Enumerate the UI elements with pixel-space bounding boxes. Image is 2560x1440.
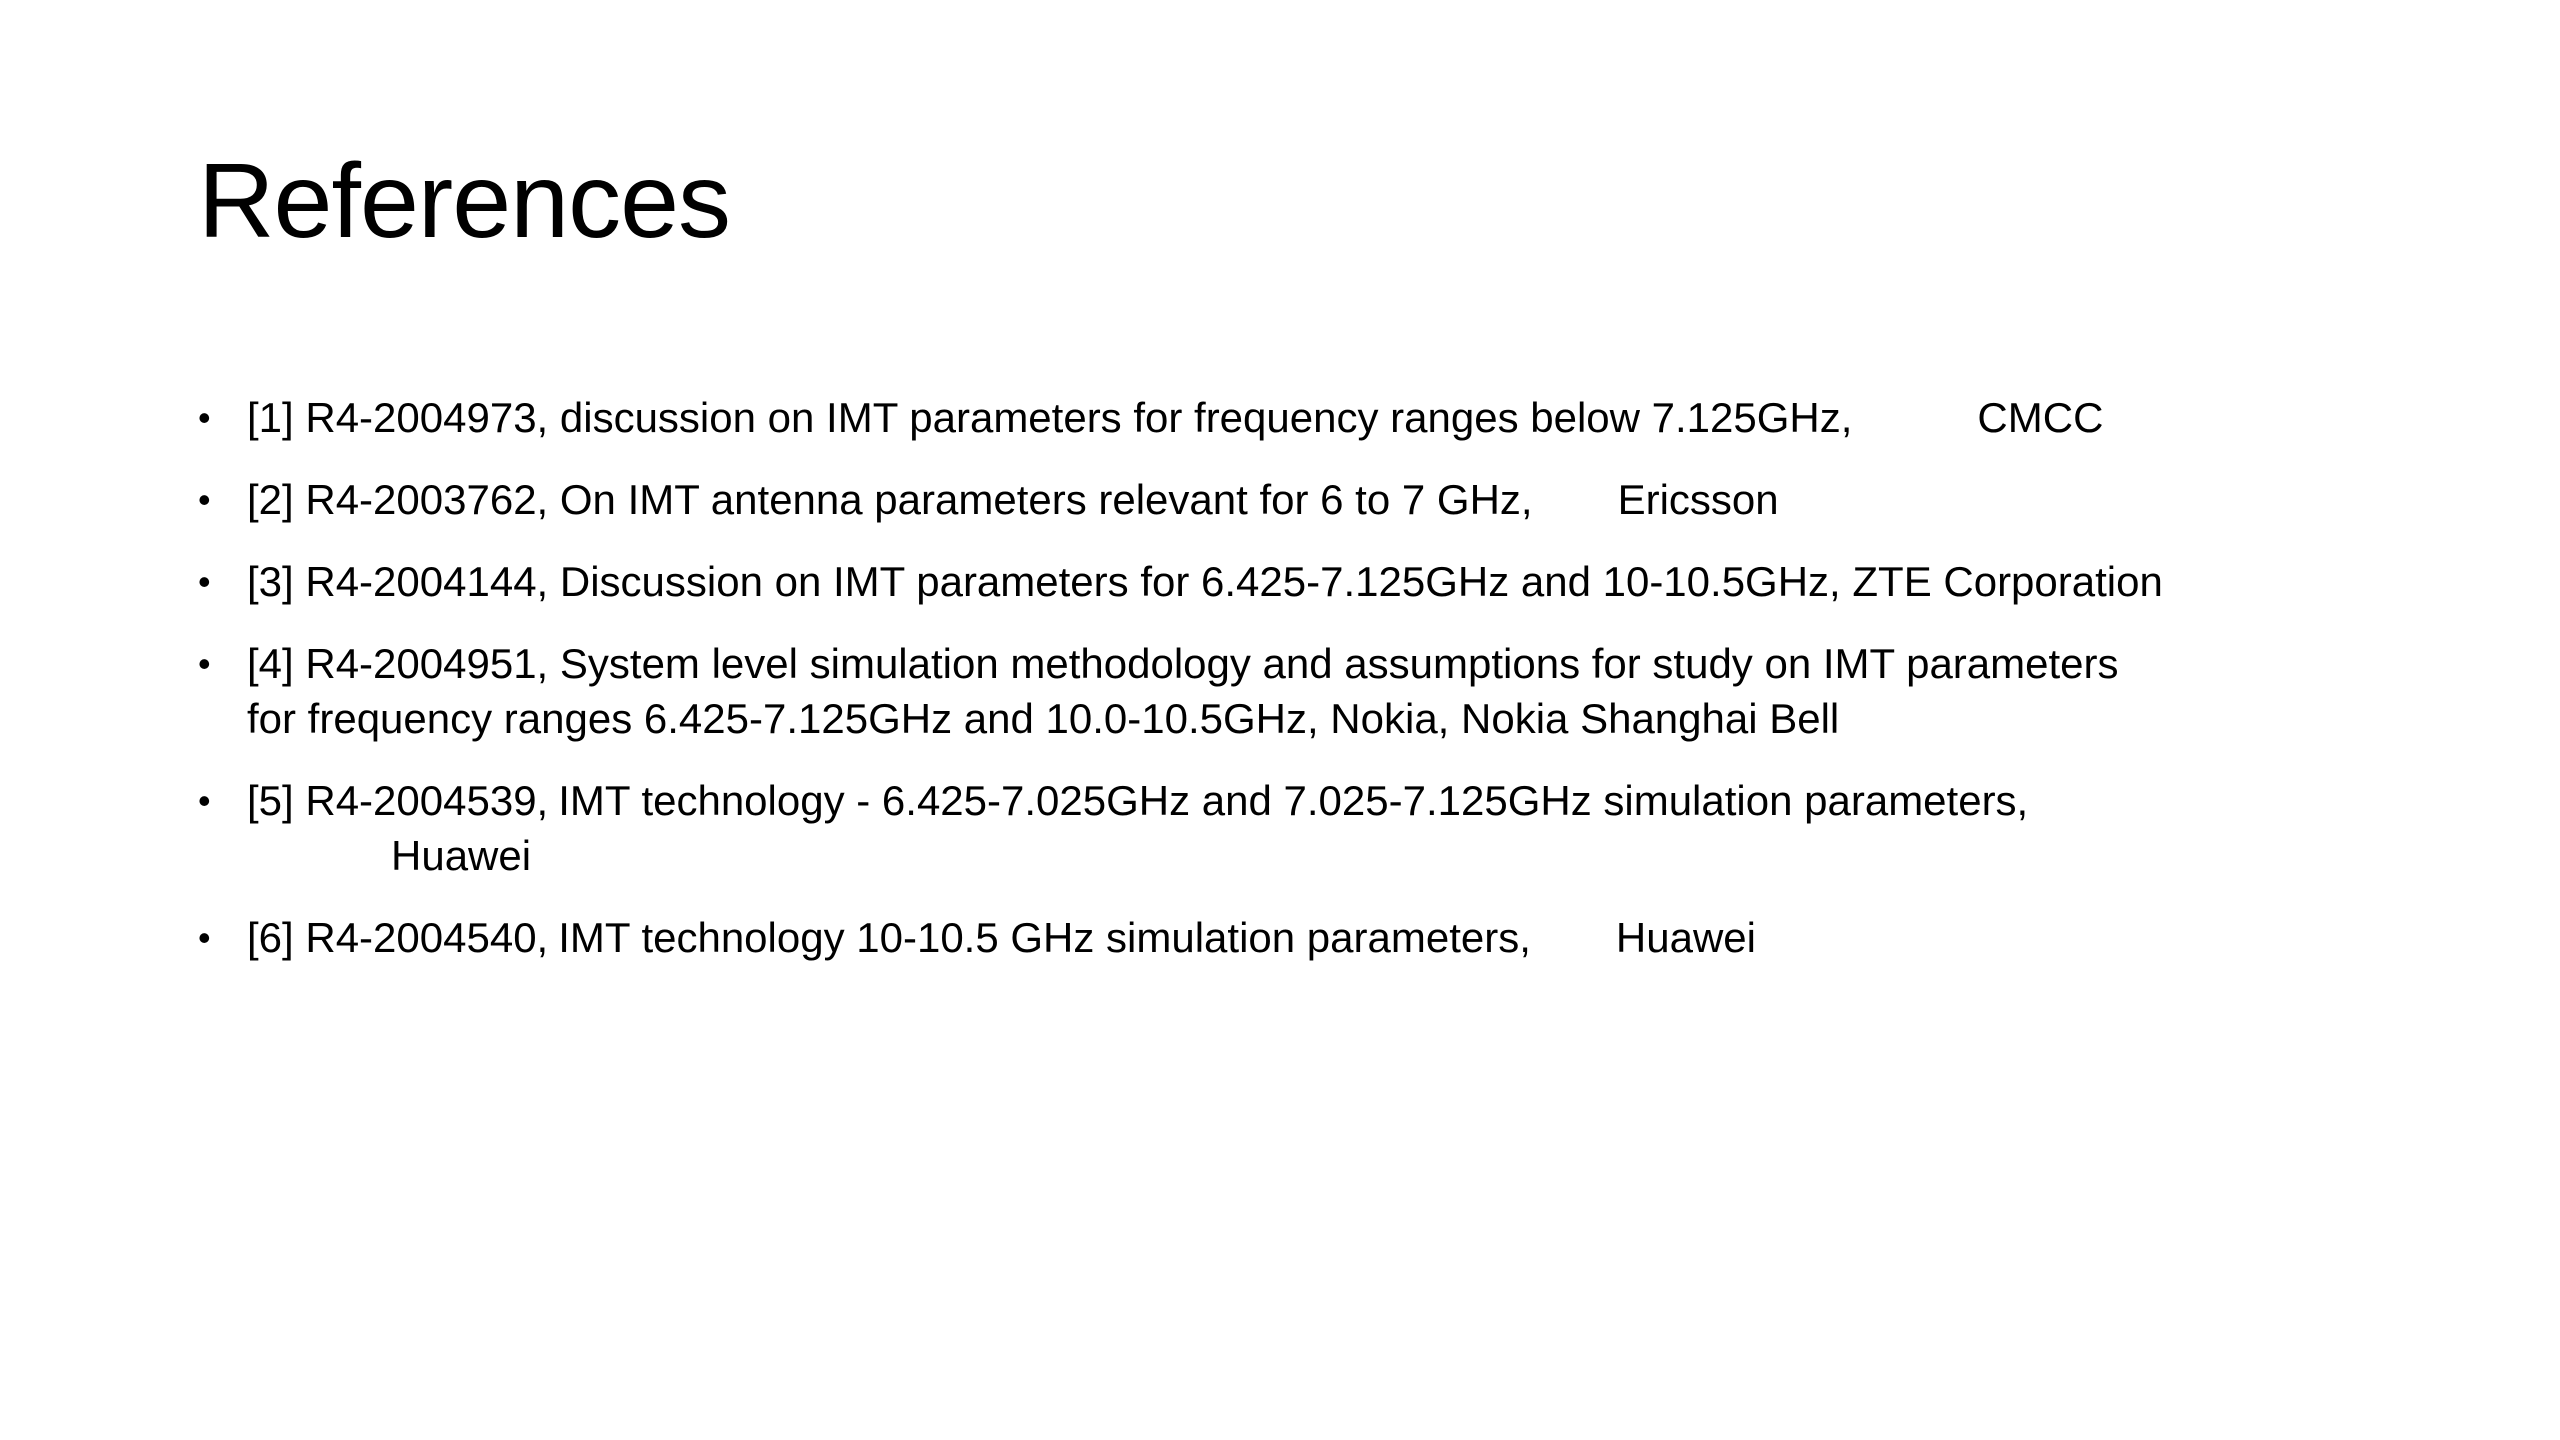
reference-text: [2] R4-2003762, On IMT antenna parameters relevant for 6 to 7 GHz, (247, 476, 1533, 523)
bullet-icon: • (198, 479, 211, 520)
references-list (198, 390, 2458, 992)
bullet-icon: • (198, 397, 211, 438)
reference-text: IMT technology 10-10.5 GHz simulation parameters, (558, 914, 1531, 961)
bullet-icon: • (198, 643, 211, 684)
reference-source: CMCC (1977, 394, 2104, 441)
reference-text: IMT technology - 6.425-7.025GHz and 7.025-7.125GHz simulation parameters, (558, 777, 2029, 824)
bullet-icon: • (198, 780, 211, 821)
bullet-icon: • (198, 561, 211, 602)
reference-item-1 (198, 390, 2458, 445)
reference-source: Huawei (391, 832, 532, 879)
bullet-icon: • (198, 917, 211, 958)
reference-id: [5] R4-2004539, (247, 777, 549, 824)
reference-text: [1] R4-2004973, discussion on IMT parameters for frequency ranges below 7.125GHz, (247, 394, 1853, 441)
slide-title: References (198, 142, 731, 260)
reference-item-3 (198, 554, 2458, 609)
reference-source: Huawei (1615, 914, 1756, 961)
reference-text-line-2: for frequency ranges 6.425-7.125GHz and 10.0-10.5GHz, Nokia, Nokia Shanghai Bell (247, 695, 1840, 742)
reference-item-6 (198, 910, 2458, 965)
reference-item-2 (198, 472, 2458, 527)
reference-text-line-1: [4] R4-2004951, System level simulation methodology and assumptions for study on IMT parameters (247, 640, 2119, 687)
reference-text: [3] R4-2004144, Discussion on IMT parameters for 6.425-7.125GHz and 10-10.5GHz, ZTE Corporation (247, 558, 2163, 605)
reference-item-5 (198, 773, 2458, 883)
reference-id: [6] R4-2004540, (247, 914, 549, 961)
reference-source: Ericsson (1617, 476, 1779, 523)
reference-item-4 (198, 636, 2458, 746)
